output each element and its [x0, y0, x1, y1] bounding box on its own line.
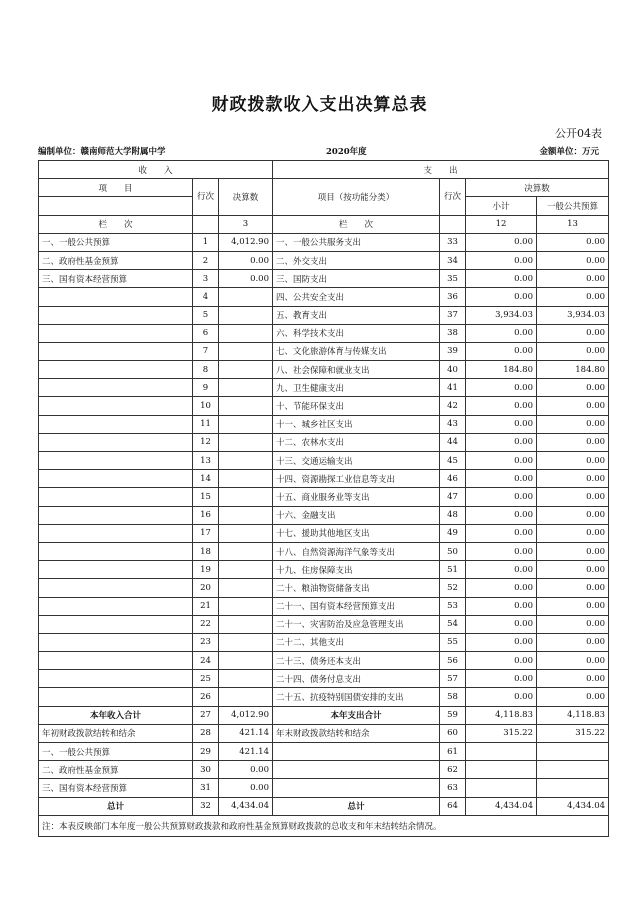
expense-line-no: 60 [440, 724, 466, 742]
column-blank [193, 215, 219, 233]
expense-subtotal: 0.00 [466, 615, 537, 633]
grand-total-right-general: 4,434.04 [537, 797, 609, 815]
table-row [39, 779, 609, 797]
expense-item: 八、社会保障和就业支出 [273, 361, 440, 379]
column-13: 13 [537, 215, 609, 233]
income-item [39, 397, 193, 415]
income-amount: 4,012.90 [219, 233, 273, 251]
item-header-blank [39, 197, 193, 215]
income-amount [219, 470, 273, 488]
income-line-no: 1 [193, 233, 219, 251]
column-blank-right [440, 215, 466, 233]
expense-general-budget: 0.00 [537, 415, 609, 433]
expense-item: 十五、商业服务业等支出 [273, 488, 440, 506]
expense-subtotal: 0.00 [466, 415, 537, 433]
income-line-no: 31 [193, 779, 219, 797]
income-amount [219, 433, 273, 451]
expense-subtotal [466, 761, 537, 779]
expense-line-no: 35 [440, 270, 466, 288]
income-line-no: 12 [193, 433, 219, 451]
expense-line-no: 50 [440, 542, 466, 560]
expense-subtotal: 3,934.03 [466, 306, 537, 324]
table-row [39, 561, 609, 579]
income-item [39, 288, 193, 306]
expense-general-budget: 0.00 [537, 652, 609, 670]
expense-subtotal [466, 743, 537, 761]
income-line-no: 20 [193, 579, 219, 597]
expense-item: 三、国防支出 [273, 270, 440, 288]
income-line-no: 19 [193, 561, 219, 579]
expense-general-budget: 0.00 [537, 452, 609, 470]
expense-general-budget: 0.00 [537, 597, 609, 615]
final-amount-header: 决算数 [219, 179, 273, 215]
income-amount [219, 561, 273, 579]
income-line-no: 22 [193, 615, 219, 633]
expense-subtotal: 0.00 [466, 270, 537, 288]
expense-general-budget: 0.00 [537, 270, 609, 288]
table-row [39, 506, 609, 524]
income-amount [219, 415, 273, 433]
expense-general-budget: 0.00 [537, 633, 609, 651]
expense-line-no: 62 [440, 761, 466, 779]
income-item: 年初财政拨款结转和结余 [39, 724, 193, 742]
grand-total-left-label: 总计 [39, 797, 193, 815]
table-row [39, 306, 609, 324]
expense-line-no: 57 [440, 670, 466, 688]
expense-item: 十一、城乡社区支出 [273, 415, 440, 433]
column-3: 3 [219, 215, 273, 233]
expense-subtotal: 0.00 [466, 542, 537, 560]
expense-subtotal: 0.00 [466, 324, 537, 342]
expense-general-budget: 0.00 [537, 670, 609, 688]
income-line-no: 15 [193, 488, 219, 506]
expense-line-no: 36 [440, 288, 466, 306]
annual-income-value: 4,012.90 [219, 706, 273, 724]
expense-item: 二十一、国有资本经营预算支出 [273, 597, 440, 615]
income-item [39, 415, 193, 433]
income-item [39, 306, 193, 324]
table-row [39, 542, 609, 560]
expense-subtotal: 0.00 [466, 579, 537, 597]
income-item [39, 324, 193, 342]
grand-total-right-no: 64 [440, 797, 466, 815]
expense-general-budget: 0.00 [537, 342, 609, 360]
expense-subtotal: 0.00 [466, 251, 537, 269]
expense-subtotal [466, 779, 537, 797]
table-row [39, 324, 609, 342]
income-amount [219, 361, 273, 379]
annual-total-row [39, 706, 609, 724]
income-item [39, 542, 193, 560]
expense-line-no: 40 [440, 361, 466, 379]
expense-line-no: 48 [440, 506, 466, 524]
annual-expense-general: 4,118.83 [537, 706, 609, 724]
expense-subtotal: 0.00 [466, 233, 537, 251]
expense-general-budget: 0.00 [537, 615, 609, 633]
income-item [39, 688, 193, 706]
expense-general-budget: 0.00 [537, 579, 609, 597]
expense-item: 十九、住房保障支出 [273, 561, 440, 579]
expense-subtotal: 0.00 [466, 597, 537, 615]
income-amount [219, 652, 273, 670]
expense-item: 十二、农林水支出 [273, 433, 440, 451]
expense-general-budget: 0.00 [537, 324, 609, 342]
income-line-no: 9 [193, 379, 219, 397]
income-line-no: 30 [193, 761, 219, 779]
income-line-no: 23 [193, 633, 219, 651]
expense-item: 六、科学技术支出 [273, 324, 440, 342]
expense-line-no: 34 [440, 251, 466, 269]
expense-item [273, 743, 440, 761]
annual-expense-no: 59 [440, 706, 466, 724]
table-row [39, 397, 609, 415]
income-item [39, 615, 193, 633]
expense-subtotal: 0.00 [466, 288, 537, 306]
expense-subtotal: 0.00 [466, 342, 537, 360]
amount-unit: 金额单位：万元 [539, 147, 599, 157]
annual-income-label: 本年收入合计 [39, 706, 193, 724]
expense-item: 二十三、债务还本支出 [273, 652, 440, 670]
income-amount: 421.14 [219, 743, 273, 761]
line-no-header: 行次 [193, 179, 219, 215]
income-amount [219, 597, 273, 615]
expense-item: 二十五、抗疫特别国债安排的支出 [273, 688, 440, 706]
expense-general-budget: 0.00 [537, 524, 609, 542]
expense-line-no: 39 [440, 342, 466, 360]
expense-line-no: 52 [440, 579, 466, 597]
note-row [39, 815, 609, 836]
income-line-no: 5 [193, 306, 219, 324]
expense-line-no: 44 [440, 433, 466, 451]
table-row [39, 615, 609, 633]
expense-line-no: 46 [440, 470, 466, 488]
income-item: 一、一般公共预算 [39, 233, 193, 251]
expense-subtotal: 0.00 [466, 506, 537, 524]
expense-line-no: 49 [440, 524, 466, 542]
expense-general-budget: 0.00 [537, 506, 609, 524]
expense-line-no: 61 [440, 743, 466, 761]
line-no-header-right: 行次 [440, 179, 466, 215]
expense-item: 四、公共安全支出 [273, 288, 440, 306]
expense-general-budget: 0.00 [537, 542, 609, 560]
income-item [39, 670, 193, 688]
expense-item: 十四、资源勘探工业信息等支出 [273, 470, 440, 488]
column-label-right: 栏 次 [273, 215, 440, 233]
income-line-no: 11 [193, 415, 219, 433]
table-note: 注：本表反映部门本年度一般公共预算财政拨款和政府性基金预算财政拨款的总收支和年末结转结余情况。 [39, 815, 609, 836]
table-row [39, 342, 609, 360]
income-amount: 421.14 [219, 724, 273, 742]
expense-subtotal: 0.00 [466, 452, 537, 470]
income-amount [219, 615, 273, 633]
expense-item: 五、教育支出 [273, 306, 440, 324]
income-item [39, 524, 193, 542]
income-header: 收 入 [39, 161, 273, 179]
expense-line-no: 63 [440, 779, 466, 797]
expense-item [273, 761, 440, 779]
expense-general-budget: 0.00 [537, 233, 609, 251]
income-line-no: 8 [193, 361, 219, 379]
expense-subtotal: 0.00 [466, 633, 537, 651]
table-row [39, 652, 609, 670]
final-amount-group-header: 决算数 [466, 179, 609, 197]
grand-total-right-label: 总计 [273, 797, 440, 815]
expense-line-no: 56 [440, 652, 466, 670]
table-row [39, 670, 609, 688]
report-meta [38, 145, 599, 159]
expense-item: 十六、金融支出 [273, 506, 440, 524]
expense-general-budget: 0.00 [537, 561, 609, 579]
expense-line-no: 38 [440, 324, 466, 342]
income-amount [219, 324, 273, 342]
income-line-no: 6 [193, 324, 219, 342]
expense-line-no: 41 [440, 379, 466, 397]
subtotal-header: 小计 [466, 197, 537, 215]
table-row [39, 724, 609, 742]
income-amount: 0.00 [219, 779, 273, 797]
income-amount [219, 397, 273, 415]
report-title: 财政拨款收入支出决算总表 [211, 95, 428, 115]
fiscal-year: 2020年度 [326, 147, 367, 157]
income-line-no: 7 [193, 342, 219, 360]
table-row [39, 688, 609, 706]
annual-expense-subtotal: 4,118.83 [466, 706, 537, 724]
income-amount [219, 542, 273, 560]
annual-expense-label: 本年支出合计 [273, 706, 440, 724]
expense-subtotal: 0.00 [466, 670, 537, 688]
expense-item: 二十二、其他支出 [273, 633, 440, 651]
expense-item: 二、外交支出 [273, 251, 440, 269]
income-amount [219, 524, 273, 542]
expense-subtotal: 0.00 [466, 561, 537, 579]
income-item [39, 452, 193, 470]
table-row [39, 361, 609, 379]
income-line-no: 25 [193, 670, 219, 688]
income-line-no: 17 [193, 524, 219, 542]
annual-income-no: 27 [193, 706, 219, 724]
table-row [39, 233, 609, 251]
income-amount [219, 288, 273, 306]
expense-line-no: 58 [440, 688, 466, 706]
income-line-no: 14 [193, 470, 219, 488]
grand-total-left-no: 32 [193, 797, 219, 815]
expense-item: 十、节能环保支出 [273, 397, 440, 415]
income-line-no: 21 [193, 597, 219, 615]
income-item [39, 342, 193, 360]
expense-line-no: 33 [440, 233, 466, 251]
income-line-no: 13 [193, 452, 219, 470]
table-row [39, 415, 609, 433]
income-amount [219, 633, 273, 651]
expense-subtotal: 0.00 [466, 397, 537, 415]
item-header: 项 目 [39, 179, 193, 197]
expense-item [273, 779, 440, 797]
income-line-no: 26 [193, 688, 219, 706]
expense-item: 一、一般公共服务支出 [273, 233, 440, 251]
income-line-no: 24 [193, 652, 219, 670]
expense-general-budget: 3,934.03 [537, 306, 609, 324]
income-item [39, 633, 193, 651]
income-amount: 0.00 [219, 251, 273, 269]
table-row [39, 288, 609, 306]
expense-subtotal: 0.00 [466, 433, 537, 451]
expense-general-budget: 0.00 [537, 688, 609, 706]
income-line-no: 29 [193, 743, 219, 761]
income-amount [219, 452, 273, 470]
table-row [39, 488, 609, 506]
income-item [39, 379, 193, 397]
grand-total-left-value: 4,434.04 [219, 797, 273, 815]
income-item [39, 506, 193, 524]
income-amount: 0.00 [219, 270, 273, 288]
expense-subtotal: 0.00 [466, 688, 537, 706]
expense-subtotal: 184.80 [466, 361, 537, 379]
compiling-unit: 编制单位：赣南师范大学附属中学 [38, 147, 166, 157]
income-line-no: 10 [193, 397, 219, 415]
table-row [39, 379, 609, 397]
grand-total-right-subtotal: 4,434.04 [466, 797, 537, 815]
income-line-no: 16 [193, 506, 219, 524]
income-amount [219, 688, 273, 706]
expense-line-no: 53 [440, 597, 466, 615]
table-row [39, 470, 609, 488]
column-12: 12 [466, 215, 537, 233]
expense-line-no: 45 [440, 452, 466, 470]
expense-line-no: 47 [440, 488, 466, 506]
expense-item: 九、卫生健康支出 [273, 379, 440, 397]
table-row [39, 743, 609, 761]
expense-general-budget [537, 779, 609, 797]
income-amount [219, 488, 273, 506]
table-row [39, 597, 609, 615]
income-amount [219, 342, 273, 360]
expense-item: 二十四、债务付息支出 [273, 670, 440, 688]
expense-item: 十三、交通运输支出 [273, 452, 440, 470]
function-item-header: 项目（按功能分类） [273, 179, 440, 215]
income-item [39, 579, 193, 597]
income-item: 二、政府性基金预算 [39, 761, 193, 779]
expense-line-no: 54 [440, 615, 466, 633]
expense-line-no: 42 [440, 397, 466, 415]
table-row [39, 524, 609, 542]
expense-item: 十七、援助其他地区支出 [273, 524, 440, 542]
income-amount [219, 670, 273, 688]
table-row [39, 579, 609, 597]
expense-item: 二十、粮油物资储备支出 [273, 579, 440, 597]
expense-general-budget [537, 743, 609, 761]
income-amount [219, 379, 273, 397]
income-item [39, 561, 193, 579]
table-row [39, 761, 609, 779]
income-line-no: 4 [193, 288, 219, 306]
expense-subtotal: 0.00 [466, 652, 537, 670]
general-budget-header: 一般公共预算 [537, 197, 609, 215]
expense-item: 二十一、灾害防治及应急管理支出 [273, 615, 440, 633]
income-line-no: 28 [193, 724, 219, 742]
grand-total-row [39, 797, 609, 815]
income-line-no: 2 [193, 251, 219, 269]
income-line-no: 18 [193, 542, 219, 560]
income-item: 二、政府性基金预算 [39, 251, 193, 269]
expense-general-budget: 0.00 [537, 397, 609, 415]
income-item [39, 433, 193, 451]
income-amount: 0.00 [219, 761, 273, 779]
expense-header: 支 出 [273, 161, 609, 179]
income-item [39, 597, 193, 615]
expense-general-budget [537, 761, 609, 779]
income-item: 一、一般公共预算 [39, 743, 193, 761]
expense-general-budget: 0.00 [537, 470, 609, 488]
expense-general-budget: 315.22 [537, 724, 609, 742]
income-item [39, 470, 193, 488]
income-item: 三、国有资本经营预算 [39, 270, 193, 288]
expense-line-no: 37 [440, 306, 466, 324]
expense-general-budget: 0.00 [537, 288, 609, 306]
expense-line-no: 51 [440, 561, 466, 579]
expense-general-budget: 0.00 [537, 251, 609, 269]
income-amount [219, 506, 273, 524]
table-row [39, 251, 609, 269]
expense-subtotal: 0.00 [466, 488, 537, 506]
income-line-no: 3 [193, 270, 219, 288]
table-row [39, 633, 609, 651]
expense-line-no: 43 [440, 415, 466, 433]
income-item: 三、国有资本经营预算 [39, 779, 193, 797]
expense-general-budget: 0.00 [537, 488, 609, 506]
fiscal-summary-table [38, 160, 609, 837]
expense-item: 七、文化旅游体育与传媒支出 [273, 342, 440, 360]
expense-general-budget: 184.80 [537, 361, 609, 379]
income-item [39, 361, 193, 379]
form-number: 公开04表 [555, 127, 602, 140]
expense-subtotal: 315.22 [466, 724, 537, 742]
income-amount [219, 306, 273, 324]
table-row [39, 270, 609, 288]
income-item [39, 488, 193, 506]
table-row [39, 433, 609, 451]
income-amount [219, 579, 273, 597]
column-label: 栏 次 [39, 215, 193, 233]
table-row [39, 452, 609, 470]
expense-subtotal: 0.00 [466, 470, 537, 488]
expense-item: 十八、自然资源海洋气象等支出 [273, 542, 440, 560]
expense-subtotal: 0.00 [466, 524, 537, 542]
expense-general-budget: 0.00 [537, 433, 609, 451]
expense-subtotal: 0.00 [466, 379, 537, 397]
income-item [39, 652, 193, 670]
expense-general-budget: 0.00 [537, 379, 609, 397]
expense-line-no: 55 [440, 633, 466, 651]
expense-item: 年末财政拨款结转和结余 [273, 724, 440, 742]
